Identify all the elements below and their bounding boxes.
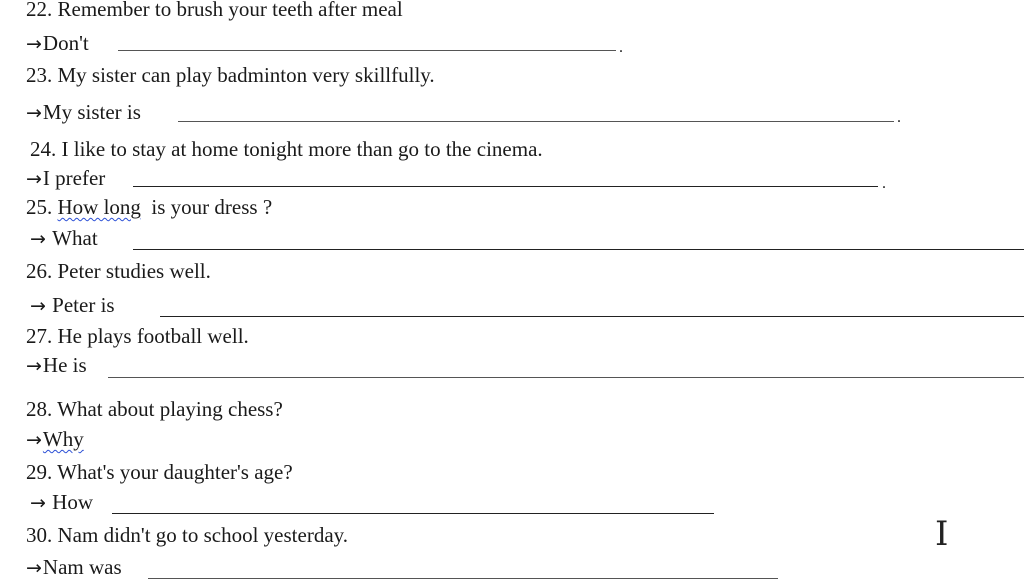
arrow-icon: →	[26, 355, 42, 377]
question-29-answer-line[interactable]	[112, 513, 714, 514]
question-27-answer-line[interactable]	[108, 377, 1024, 378]
question-26-answer-line[interactable]	[160, 316, 1024, 317]
question-26-prompt: 26. Peter studies well.	[26, 259, 211, 283]
question-23-period: .	[897, 109, 901, 126]
question-26-answer-prefix: → Peter is	[30, 293, 115, 317]
question-30-prompt: 30. Nam didn't go to school yesterday.	[26, 523, 349, 547]
arrow-icon: →	[26, 557, 42, 579]
question-23-answer-line[interactable]	[178, 121, 894, 122]
question-27-answer-prefix: →He is	[26, 353, 87, 377]
arrow-icon: →	[26, 429, 42, 451]
question-28-prompt: 28. What about playing chess?	[26, 397, 283, 421]
arrow-icon: →	[26, 33, 42, 55]
question-30-answer-prefix: →Nam was	[26, 555, 122, 579]
question-22-period: .	[619, 39, 623, 56]
question-24-answer-line[interactable]	[133, 186, 878, 187]
arrow-icon: →	[30, 295, 46, 317]
question-24-period: .	[882, 175, 886, 192]
question-27-prompt: 27. He plays football well.	[26, 324, 249, 348]
question-25-answer-prefix: → What	[30, 226, 98, 250]
question-29-prompt: 29. What's your daughter's age?	[26, 460, 293, 484]
question-24-prompt: 24. I like to stay at home tonight more than go to the cinema.	[30, 137, 543, 161]
arrow-icon: →	[30, 228, 46, 250]
question-23-answer-prefix: →My sister is	[26, 100, 141, 124]
question-22-answer-line[interactable]	[118, 50, 616, 51]
spellcheck-squiggle: How long	[57, 195, 141, 219]
text-cursor-icon: I	[935, 514, 949, 554]
arrow-icon: →	[30, 492, 46, 514]
arrow-icon: →	[26, 168, 42, 190]
arrow-icon: →	[26, 102, 42, 124]
question-30-answer-line[interactable]	[148, 578, 778, 579]
question-28-answer-prefix	[26, 426, 84, 453]
question-25-answer-line[interactable]	[133, 249, 1024, 250]
question-23-prompt: 23. My sister can play badminton very skillfully.	[26, 63, 435, 87]
question-22-answer-prefix: →Don't	[26, 31, 89, 55]
spellcheck-squiggle: Why	[42, 427, 84, 451]
question-29-answer-prefix: → How	[30, 490, 94, 514]
question-24-answer-prefix: →I prefer	[26, 166, 106, 190]
question-22-prompt: 22. Remember to brush your teeth after meal	[26, 0, 403, 21]
question-25-prompt: 25. How long is your dress ?	[26, 195, 273, 219]
